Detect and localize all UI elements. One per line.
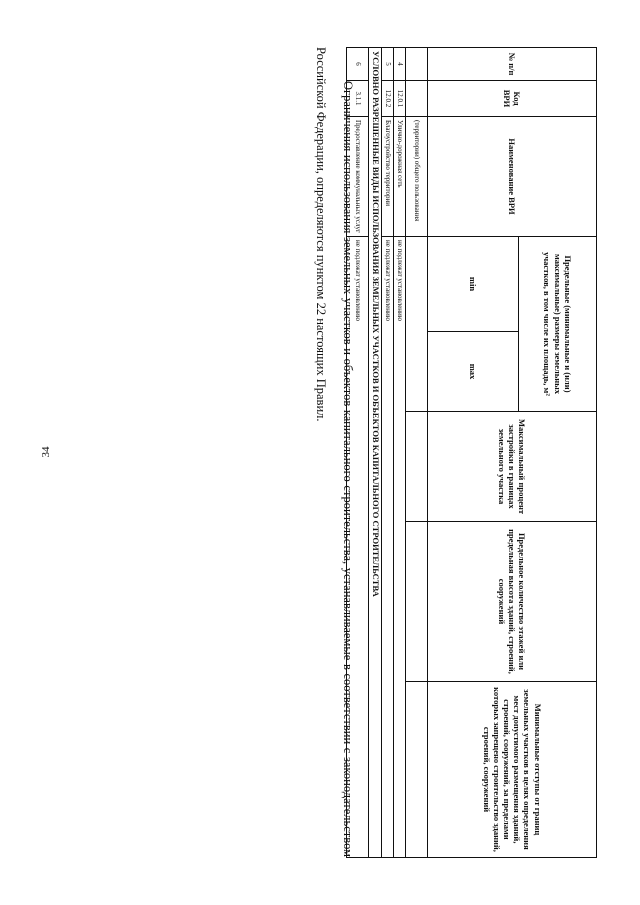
cell-num: 4	[394, 48, 406, 81]
cell-code	[406, 81, 428, 117]
cell-value: не подлежат установлению	[382, 237, 394, 858]
table-row	[382, 48, 394, 858]
header-setbacks: Минимальные отступы от границ земельных участков в целях определения мест допустимого размещения зданий, строений, сооружений, за пределами которых запрещено строительство зданий, строений, сооружений	[428, 682, 597, 858]
cell-num: 6	[347, 48, 369, 81]
table-row-continuation	[406, 48, 428, 858]
cell-name: Улично-дорожная сеть	[394, 117, 406, 237]
rotated-page-content	[37, 47, 597, 857]
header-num: № п/п	[428, 48, 597, 81]
header-code: Код ВРИ	[428, 81, 597, 117]
vri-parameters-table	[346, 47, 597, 858]
cell-name: (территории) общего пользования	[406, 117, 428, 237]
cell-floors	[406, 522, 428, 682]
section-row	[369, 48, 382, 858]
cell-code: 3.1.1	[347, 81, 369, 117]
cell-setbacks	[406, 682, 428, 858]
page-number: 34	[40, 446, 52, 458]
cell-num	[406, 48, 428, 81]
cell-value: не подлежат установлению	[394, 237, 406, 858]
cell-code: 12.0.2	[382, 81, 394, 117]
cell-num: 5	[382, 48, 394, 81]
cell-name: Предоставление коммунальных услуг	[347, 117, 369, 237]
table-row	[394, 48, 406, 858]
header-floors: Предельное количество этажей или предельная высота зданий, строений, сооружений	[428, 522, 597, 682]
header-name: Наименование ВРИ	[428, 117, 597, 237]
header-size-group: Предельные (минимальные и (или) максимальные) размеры земельных участков, в том числе их площадь, м²	[519, 237, 597, 412]
cell-code: 12.0.1	[394, 81, 406, 117]
header-min: min	[428, 237, 519, 332]
header-row-top	[519, 48, 597, 858]
cell-size	[406, 237, 428, 412]
restrictions-note: Ограничения использования земельных участков и объектов капитального строительства, устанавливаемые в соответствии с законодательством Российской Федерации, определяются пунктом 22 настоящих Правил.	[314, 47, 355, 857]
header-percent: Максимальный процент застройки в границах земельного участка	[428, 412, 597, 522]
cell-name: Благоустройство территории	[382, 117, 394, 237]
cell-value: не подлежат установлению	[347, 237, 369, 858]
section-title: УСЛОВНО РАЗРЕШЕННЫЕ ВИДЫ ИСПОЛЬЗОВАНИЯ ЗЕМЕЛЬНЫХ УЧАСТКОВ И ОБЪЕКТОВ КАПИТАЛЬНОГО СТРОИТЕЛЬСТВА	[369, 48, 382, 858]
header-max: max	[428, 332, 519, 412]
cell-percent	[406, 412, 428, 522]
